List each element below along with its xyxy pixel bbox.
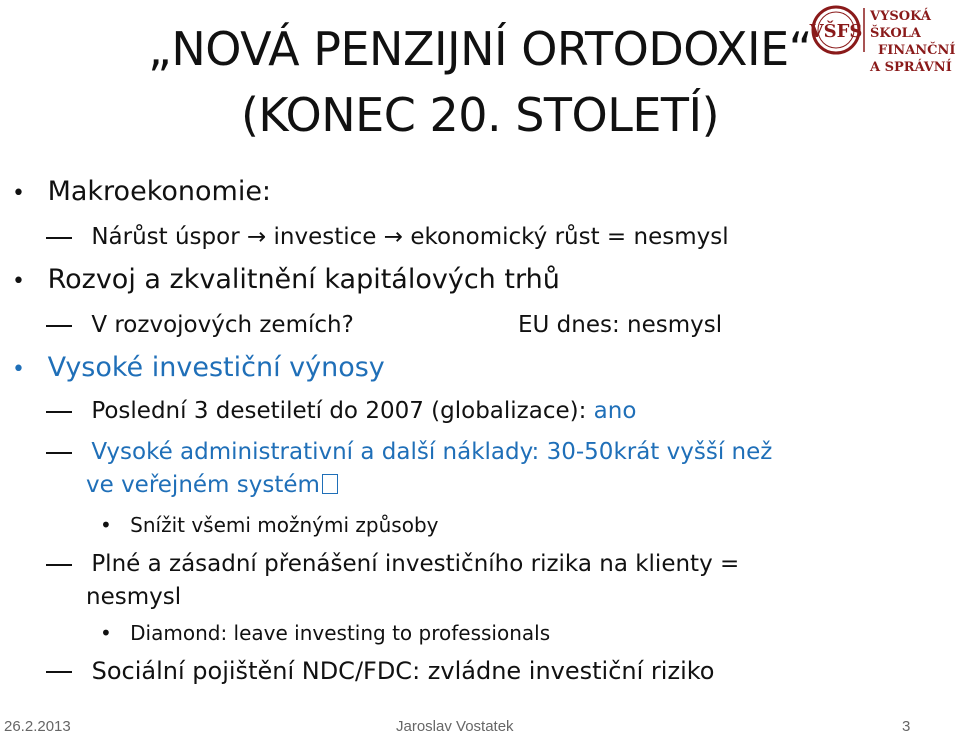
sub-last-decades: Poslední 3 desetiletí do 2007 (globalizace): ano [46,396,636,426]
sub-risk-transfer: Plné a zásadní přenášení investičního rizika na klienty = [46,549,739,579]
sub-admin-costs: Vysoké administrativní a další náklady: 30-50krát vyšší než [46,437,772,467]
logo-text-line3: A SPRÁVNÍ [870,60,952,75]
sub-social-insurance: Sociální pojištění NDC/FDC: zvládne investiční riziko [46,656,714,686]
sub-developing-countries: V rozvojových zemích? [46,310,354,340]
slide-title-line1: „NOVÁ PENZIJNÍ ORTODOXIE“ [147,22,812,76]
bullet-dot: • [12,181,25,206]
bullet-investment-returns: • Vysoké investiční výnosy [12,352,385,383]
footer-author: Jaroslav Vostatek [396,718,514,735]
missing-glyph-icon [322,474,338,494]
bullet-capital-markets: • Rozvoj a zkvalitnění kapitálových trhů [12,264,560,295]
footer-date: 26.2.2013 [4,718,71,735]
dash [46,237,72,239]
logo-monogram: VŠFS [809,21,863,42]
dash [46,452,72,454]
sub-reduce-costs: • Snížit všemi možnými způsoby [100,513,439,537]
logo-text-line1: VYSOKÁ ŠKOLA [870,9,931,41]
dash [46,671,72,673]
dash [46,411,72,413]
bullet-dot: • [12,269,25,294]
sub-diamond: • Diamond: leave investing to professionals [100,621,551,645]
sub-admin-costs-line2: ve veřejném systém [86,470,338,500]
sub-eu-today: EU dnes: nesmysl [518,312,723,338]
bullet-dot: • [12,357,25,382]
dash [46,325,72,327]
sub-risk-transfer-line2: nesmysl [86,584,182,610]
logo-text-line2: FINANČNÍ [878,43,956,58]
footer-page-number: 3 [902,718,911,735]
slide-title-line2: (KONEC 20. STOLETÍ) [240,88,720,142]
sub-savings-chain: Nárůst úspor → investice → ekonomický růst = nesmysl [46,222,729,252]
dash [46,564,72,566]
bullet-dot: • [100,513,112,537]
bullet-macroeconomics: • Makroekonomie: [12,176,272,207]
bullet-dot: • [100,621,112,645]
